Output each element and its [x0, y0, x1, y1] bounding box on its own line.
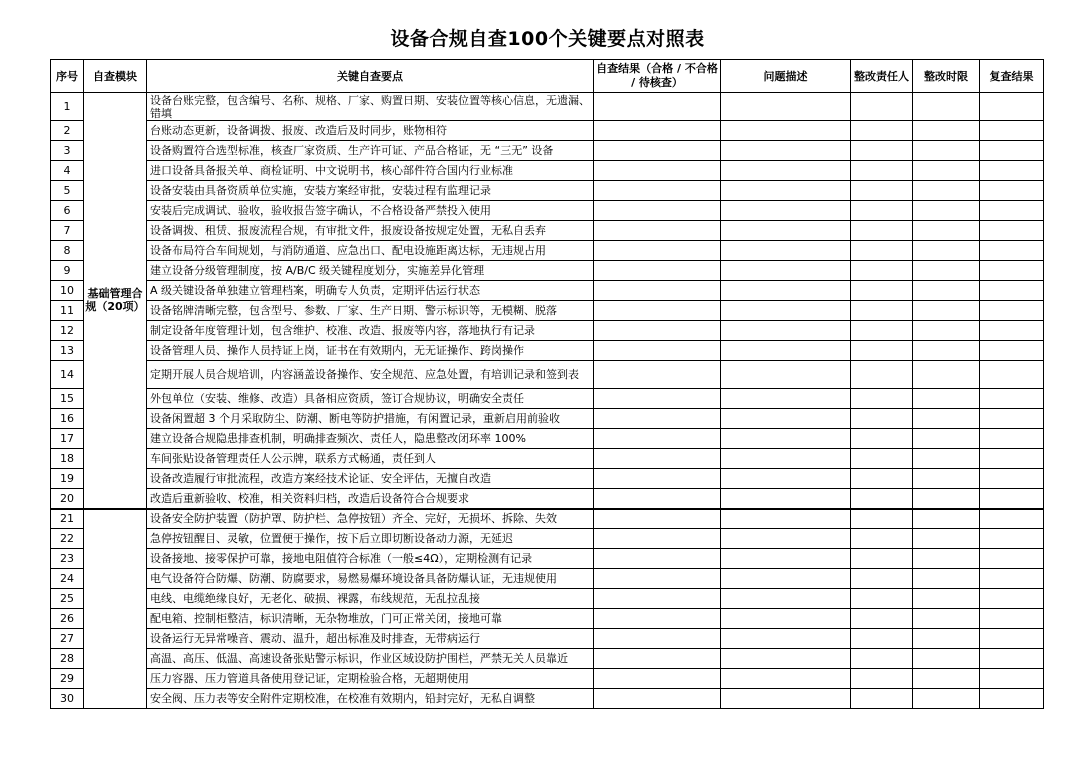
- result-cell[interactable]: [594, 569, 721, 589]
- result-cell[interactable]: [594, 389, 721, 409]
- checkpoint-text: 设备改造履行审批流程，改造方案经技术论证、安全评估，无擅自改造: [147, 469, 594, 489]
- result-cell[interactable]: [594, 509, 721, 529]
- issue-cell[interactable]: [721, 261, 851, 281]
- row-number: 8: [51, 241, 84, 261]
- deadline-cell[interactable]: [913, 121, 980, 141]
- issue-cell[interactable]: [721, 341, 851, 361]
- recheck-cell[interactable]: [980, 689, 1044, 709]
- deadline-cell[interactable]: [913, 181, 980, 201]
- row-number: 25: [51, 589, 84, 609]
- checkpoint-text: 设备购置符合选型标准，核查厂家资质、生产许可证、产品合格证，无 “三无” 设备: [147, 141, 594, 161]
- result-cell[interactable]: [594, 469, 721, 489]
- checkpoint-text: 压力容器、压力管道具备使用登记证，定期检验合格，无超期使用: [147, 669, 594, 689]
- recheck-cell[interactable]: [980, 341, 1044, 361]
- checkpoint-text: 电气设备符合防爆、防潮、防腐要求，易燃易爆环境设备具备防爆认证，无违规使用: [147, 569, 594, 589]
- row-number: 5: [51, 181, 84, 201]
- header-point: 关键自查要点: [147, 60, 594, 93]
- deadline-cell[interactable]: [913, 529, 980, 549]
- recheck-cell[interactable]: [980, 569, 1044, 589]
- result-cell[interactable]: [594, 589, 721, 609]
- result-cell[interactable]: [594, 281, 721, 301]
- row-number: 14: [51, 361, 84, 389]
- recheck-cell[interactable]: [980, 281, 1044, 301]
- table-row: [51, 569, 1044, 589]
- row-number: 23: [51, 549, 84, 569]
- deadline-cell[interactable]: [913, 629, 980, 649]
- deadline-cell[interactable]: [913, 361, 980, 389]
- owner-cell[interactable]: [851, 121, 913, 141]
- recheck-cell[interactable]: [980, 469, 1044, 489]
- deadline-cell[interactable]: [913, 409, 980, 429]
- row-number: 18: [51, 449, 84, 469]
- row-number: 10: [51, 281, 84, 301]
- table-row: [51, 629, 1044, 649]
- deadline-cell[interactable]: [913, 469, 980, 489]
- deadline-cell[interactable]: [913, 669, 980, 689]
- owner-cell[interactable]: [851, 321, 913, 341]
- header-owner: 整改责任人: [851, 60, 913, 93]
- module-cell: [84, 509, 147, 709]
- checkpoint-text: 外包单位（安装、维修、改造）具备相应资质，签订合规协议，明确安全责任: [147, 389, 594, 409]
- result-cell[interactable]: [594, 161, 721, 181]
- deadline-cell[interactable]: [913, 509, 980, 529]
- table-row: [51, 669, 1044, 689]
- issue-cell[interactable]: [721, 469, 851, 489]
- owner-cell[interactable]: [851, 389, 913, 409]
- table-row: [51, 609, 1044, 629]
- table-row: [51, 689, 1044, 709]
- table-row: [51, 261, 1044, 281]
- section-safety: [51, 509, 1044, 709]
- table-row: [51, 241, 1044, 261]
- owner-cell[interactable]: [851, 409, 913, 429]
- checkpoint-text: 定期开展人员合规培训，内容涵盖设备操作、安全规范、应急处置，有培训记录和签到表: [147, 361, 594, 389]
- result-cell[interactable]: [594, 669, 721, 689]
- header-result-label: 自查结果（合格 / 不合格 / 待核查）: [596, 62, 718, 89]
- checkpoint-text: 建立设备分级管理制度，按 A/B/C 级关键程度划分，实施差异化管理: [147, 261, 594, 281]
- result-cell[interactable]: [594, 93, 721, 121]
- issue-cell[interactable]: [721, 361, 851, 389]
- issue-cell[interactable]: [721, 529, 851, 549]
- recheck-cell[interactable]: [980, 609, 1044, 629]
- table-row: [51, 649, 1044, 669]
- checkpoint-text: 设备调拨、租赁、报废流程合规，有审批文件，报废设备按规定处置，无私自丢弃: [147, 221, 594, 241]
- deadline-cell[interactable]: [913, 569, 980, 589]
- deadline-cell[interactable]: [913, 281, 980, 301]
- result-cell[interactable]: [594, 449, 721, 469]
- owner-cell[interactable]: [851, 429, 913, 449]
- deadline-cell[interactable]: [913, 449, 980, 469]
- issue-cell[interactable]: [721, 609, 851, 629]
- table-row: [51, 281, 1044, 301]
- result-cell[interactable]: [594, 489, 721, 509]
- table-row: [51, 549, 1044, 569]
- issue-cell[interactable]: [721, 489, 851, 509]
- owner-cell[interactable]: [851, 609, 913, 629]
- checkpoint-text: 安装后完成调试、验收，验收报告签字确认，不合格设备严禁投入使用: [147, 201, 594, 221]
- deadline-cell[interactable]: [913, 689, 980, 709]
- table-row: [51, 301, 1044, 321]
- row-number: 9: [51, 261, 84, 281]
- row-number: 13: [51, 341, 84, 361]
- header-issue: 问题描述: [721, 60, 851, 93]
- recheck-cell[interactable]: [980, 161, 1044, 181]
- recheck-cell[interactable]: [980, 409, 1044, 429]
- row-number: 6: [51, 201, 84, 221]
- result-cell[interactable]: [594, 321, 721, 341]
- deadline-cell[interactable]: [913, 389, 980, 409]
- recheck-cell[interactable]: [980, 141, 1044, 161]
- recheck-cell[interactable]: [980, 429, 1044, 449]
- result-cell[interactable]: [594, 201, 721, 221]
- checkpoint-text: 改造后重新验收、校准，相关资料归档，改造后设备符合合规要求: [147, 489, 594, 509]
- checkpoint-text: 安全阀、压力表等安全附件定期校准，在校准有效期内，铅封完好，无私自调整: [147, 689, 594, 709]
- recheck-cell[interactable]: [980, 489, 1044, 509]
- row-number: 22: [51, 529, 84, 549]
- row-number: 20: [51, 489, 84, 509]
- owner-cell[interactable]: [851, 589, 913, 609]
- row-number: 19: [51, 469, 84, 489]
- row-number: 7: [51, 221, 84, 241]
- table-row: [51, 489, 1044, 509]
- checkpoint-text: 设备管理人员、操作人员持证上岗，证书在有效期内，无无证操作、跨岗操作: [147, 341, 594, 361]
- recheck-cell[interactable]: [980, 389, 1044, 409]
- table-row: [51, 93, 1044, 121]
- owner-cell[interactable]: [851, 569, 913, 589]
- header-recheck: 复查结果: [980, 60, 1044, 93]
- deadline-cell[interactable]: [913, 489, 980, 509]
- issue-cell[interactable]: [721, 221, 851, 241]
- owner-cell[interactable]: [851, 549, 913, 569]
- table-row: [51, 429, 1044, 449]
- row-number: 4: [51, 161, 84, 181]
- issue-cell[interactable]: [721, 241, 851, 261]
- result-cell[interactable]: [594, 121, 721, 141]
- header-deadline: 整改时限: [913, 60, 980, 93]
- row-number: 29: [51, 669, 84, 689]
- table-row: [51, 341, 1044, 361]
- owner-cell[interactable]: [851, 93, 913, 121]
- row-number: 27: [51, 629, 84, 649]
- issue-cell[interactable]: [721, 429, 851, 449]
- issue-cell[interactable]: [721, 589, 851, 609]
- checkpoint-text: 建立设备合规隐患排查机制，明确排查频次、责任人，隐患整改闭环率 100%: [147, 429, 594, 449]
- owner-cell[interactable]: [851, 261, 913, 281]
- checkpoint-text: 设备安全防护装置（防护罩、防护栏、急停按钮）齐全、完好，无损坏、拆除、失效: [147, 509, 594, 529]
- document-title: 设备合规自查100个关键要点对照表: [390, 28, 705, 50]
- deadline-cell[interactable]: [913, 649, 980, 669]
- checkpoint-text: 设备安装由具备资质单位实施，安装方案经审批，安装过程有监理记录: [147, 181, 594, 201]
- result-cell[interactable]: [594, 689, 721, 709]
- checkpoint-text: 设备台账完整，包含编号、名称、规格、厂家、购置日期、安装位置等核心信息，无遗漏、错填: [147, 93, 594, 121]
- header-module: 自查模块: [84, 60, 147, 93]
- issue-cell[interactable]: [721, 629, 851, 649]
- table-row: [51, 389, 1044, 409]
- header-seq: 序号: [51, 60, 84, 93]
- table-row: [51, 141, 1044, 161]
- checkpoint-text: 电线、电缆绝缘良好，无老化、破损、裸露，布线规范，无乱拉乱接: [147, 589, 594, 609]
- deadline-cell[interactable]: [913, 549, 980, 569]
- owner-cell[interactable]: [851, 141, 913, 161]
- owner-cell[interactable]: [851, 161, 913, 181]
- checkpoint-text: 车间张贴设备管理责任人公示牌，联系方式畅通，责任到人: [147, 449, 594, 469]
- recheck-cell[interactable]: [980, 241, 1044, 261]
- checkpoint-text: 进口设备具备报关单、商检证明、中文说明书，核心部件符合国内行业标准: [147, 161, 594, 181]
- issue-cell[interactable]: [721, 181, 851, 201]
- deadline-cell[interactable]: [913, 609, 980, 629]
- result-cell[interactable]: [594, 549, 721, 569]
- deadline-cell[interactable]: [913, 221, 980, 241]
- recheck-cell[interactable]: [980, 629, 1044, 649]
- owner-cell[interactable]: [851, 341, 913, 361]
- issue-cell[interactable]: [721, 161, 851, 181]
- table-row: [51, 321, 1044, 341]
- result-cell[interactable]: [594, 649, 721, 669]
- owner-cell[interactable]: [851, 649, 913, 669]
- row-number: 12: [51, 321, 84, 341]
- table-row: [51, 409, 1044, 429]
- deadline-cell[interactable]: [913, 201, 980, 221]
- row-number: 1: [51, 93, 84, 121]
- owner-cell[interactable]: [851, 469, 913, 489]
- result-cell[interactable]: [594, 341, 721, 361]
- checklist-table: [50, 59, 1044, 709]
- owner-cell[interactable]: [851, 529, 913, 549]
- checkpoint-text: 高温、高压、低温、高速设备张贴警示标识，作业区域设防护围栏，严禁无关人员靠近: [147, 649, 594, 669]
- row-number: 11: [51, 301, 84, 321]
- row-number: 3: [51, 141, 84, 161]
- owner-cell[interactable]: [851, 201, 913, 221]
- issue-cell[interactable]: [721, 689, 851, 709]
- recheck-cell[interactable]: [980, 93, 1044, 121]
- issue-cell[interactable]: [721, 93, 851, 121]
- recheck-cell[interactable]: [980, 221, 1044, 241]
- table-row: [51, 221, 1044, 241]
- recheck-cell[interactable]: [980, 301, 1044, 321]
- table-row: [51, 529, 1044, 549]
- owner-cell[interactable]: [851, 629, 913, 649]
- owner-cell[interactable]: [851, 489, 913, 509]
- checkpoint-text: A 级关键设备单独建立管理档案，明确专人负责，定期评估运行状态: [147, 281, 594, 301]
- owner-cell[interactable]: [851, 221, 913, 241]
- result-cell[interactable]: [594, 241, 721, 261]
- issue-cell[interactable]: [721, 201, 851, 221]
- result-cell[interactable]: [594, 221, 721, 241]
- owner-cell[interactable]: [851, 449, 913, 469]
- row-number: 16: [51, 409, 84, 429]
- issue-cell[interactable]: [721, 549, 851, 569]
- deadline-cell[interactable]: [913, 141, 980, 161]
- owner-cell[interactable]: [851, 689, 913, 709]
- deadline-cell[interactable]: [913, 429, 980, 449]
- deadline-cell[interactable]: [913, 589, 980, 609]
- result-cell[interactable]: [594, 429, 721, 449]
- issue-cell[interactable]: [721, 669, 851, 689]
- recheck-cell[interactable]: [980, 549, 1044, 569]
- deadline-cell[interactable]: [913, 341, 980, 361]
- owner-cell[interactable]: [851, 669, 913, 689]
- issue-cell[interactable]: [721, 449, 851, 469]
- recheck-cell[interactable]: [980, 321, 1044, 341]
- issue-cell[interactable]: [721, 409, 851, 429]
- checkpoint-text: 设备闲置超 3 个月采取防尘、防潮、断电等防护措施，有闲置记录，重新启用前验收: [147, 409, 594, 429]
- row-number: 17: [51, 429, 84, 449]
- result-cell[interactable]: [594, 141, 721, 161]
- row-number: 21: [51, 509, 84, 529]
- issue-cell[interactable]: [721, 389, 851, 409]
- result-cell[interactable]: [594, 609, 721, 629]
- recheck-cell[interactable]: [980, 649, 1044, 669]
- result-cell[interactable]: [594, 409, 721, 429]
- table-row: [51, 121, 1044, 141]
- table-row: [51, 361, 1044, 389]
- result-cell[interactable]: [594, 181, 721, 201]
- owner-cell[interactable]: [851, 361, 913, 389]
- checkpoint-text: 配电箱、控制柜整洁，标识清晰，无杂物堆放，门可正常关闭，接地可靠: [147, 609, 594, 629]
- table-row: [51, 201, 1044, 221]
- recheck-cell[interactable]: [980, 509, 1044, 529]
- issue-cell[interactable]: [721, 569, 851, 589]
- owner-cell[interactable]: [851, 281, 913, 301]
- recheck-cell[interactable]: [980, 589, 1044, 609]
- row-number: 24: [51, 569, 84, 589]
- row-number: 28: [51, 649, 84, 669]
- table-row: [51, 181, 1044, 201]
- issue-cell[interactable]: [721, 649, 851, 669]
- issue-cell[interactable]: [721, 509, 851, 529]
- owner-cell[interactable]: [851, 181, 913, 201]
- module-cell: 基础管理合规（20项）: [84, 93, 147, 509]
- table-row: [51, 161, 1044, 181]
- checkpoint-text: 设备运行无异常噪音、震动、温升，超出标准及时排查，无带病运行: [147, 629, 594, 649]
- deadline-cell[interactable]: [913, 161, 980, 181]
- issue-cell[interactable]: [721, 141, 851, 161]
- header-row: [51, 60, 1044, 93]
- result-cell[interactable]: [594, 361, 721, 389]
- issue-cell[interactable]: [721, 121, 851, 141]
- checkpoint-text: 设备铭牌清晰完整，包含型号、参数、厂家、生产日期、警示标识等，无模糊、脱落: [147, 301, 594, 321]
- recheck-cell[interactable]: [980, 201, 1044, 221]
- table-row: [51, 509, 1044, 529]
- result-cell[interactable]: [594, 301, 721, 321]
- result-cell[interactable]: [594, 529, 721, 549]
- row-number: 30: [51, 689, 84, 709]
- recheck-cell[interactable]: [980, 669, 1044, 689]
- owner-cell[interactable]: [851, 241, 913, 261]
- recheck-cell[interactable]: [980, 361, 1044, 389]
- owner-cell[interactable]: [851, 301, 913, 321]
- checkpoint-text: 制定设备年度管理计划，包含维护、校准、改造、报废等内容，落地执行有记录: [147, 321, 594, 341]
- deadline-cell[interactable]: [913, 241, 980, 261]
- checkpoint-text: 设备布局符合车间规划，与消防通道、应急出口、配电设施距离达标，无违规占用: [147, 241, 594, 261]
- row-number: 26: [51, 609, 84, 629]
- deadline-cell[interactable]: [913, 261, 980, 281]
- owner-cell[interactable]: [851, 509, 913, 529]
- table-row: [51, 589, 1044, 609]
- header-result: [594, 60, 721, 93]
- recheck-cell[interactable]: [980, 121, 1044, 141]
- recheck-cell[interactable]: [980, 261, 1044, 281]
- table-row: [51, 469, 1044, 489]
- issue-cell[interactable]: [721, 281, 851, 301]
- issue-cell[interactable]: [721, 301, 851, 321]
- deadline-cell[interactable]: [913, 93, 980, 121]
- row-number: 2: [51, 121, 84, 141]
- deadline-cell[interactable]: [913, 321, 980, 341]
- issue-cell[interactable]: [721, 321, 851, 341]
- recheck-cell[interactable]: [980, 181, 1044, 201]
- table-row: [51, 449, 1044, 469]
- row-number: 15: [51, 389, 84, 409]
- checkpoint-text: 台账动态更新，设备调拨、报废、改造后及时同步，账物相符: [147, 121, 594, 141]
- section-basic-management: [51, 93, 1044, 509]
- result-cell[interactable]: [594, 261, 721, 281]
- deadline-cell[interactable]: [913, 301, 980, 321]
- result-cell[interactable]: [594, 629, 721, 649]
- checkpoint-text: 急停按钮醒目、灵敏，位置便于操作，按下后立即切断设备动力源，无延迟: [147, 529, 594, 549]
- recheck-cell[interactable]: [980, 449, 1044, 469]
- recheck-cell[interactable]: [980, 529, 1044, 549]
- checkpoint-text: 设备接地、接零保护可靠，接地电阻值符合标准（一般≤4Ω），定期检测有记录: [147, 549, 594, 569]
